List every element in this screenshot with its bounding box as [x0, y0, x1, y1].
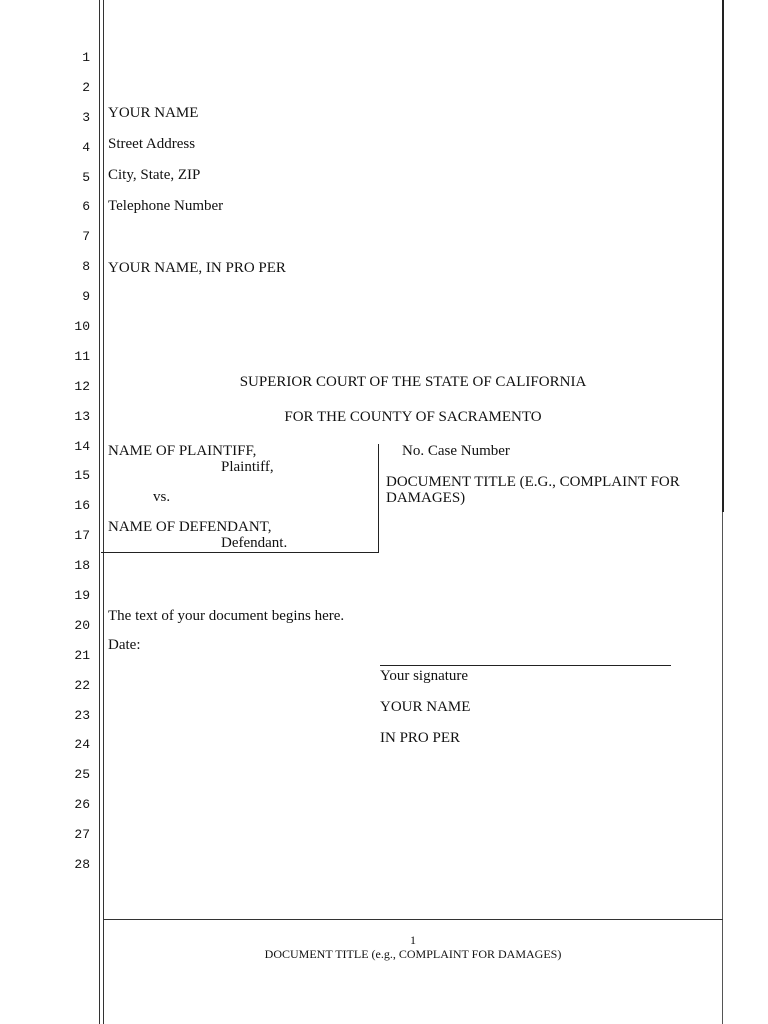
line-number: 4 [82, 139, 90, 155]
line-number: 22 [74, 677, 90, 693]
line-number: 24 [74, 737, 90, 753]
document-title-line-1: DOCUMENT TITLE (E.G., COMPLAINT FOR [386, 474, 680, 490]
attorney-name: YOUR NAME [108, 105, 199, 121]
line-number: 27 [74, 827, 90, 843]
line-number: 10 [74, 319, 90, 335]
footer-page-number: 1 [410, 933, 416, 947]
defendant-name: NAME OF DEFENDANT, [108, 519, 272, 535]
line-number: 21 [74, 647, 90, 663]
line-number: 19 [74, 588, 90, 604]
line-number: 9 [82, 289, 90, 305]
attorney-phone: Telephone Number [108, 198, 224, 214]
line-number: 20 [74, 617, 90, 633]
defendant-role: Defendant. [221, 535, 288, 551]
signature-name: YOUR NAME [380, 699, 471, 715]
attorney-pro-per: YOUR NAME, IN PRO PER [108, 260, 286, 276]
attorney-street: Street Address [108, 136, 196, 152]
line-numbers [60, 50, 90, 887]
line-number: 11 [74, 348, 90, 364]
line-number: 12 [74, 378, 90, 394]
right-margin-rule-bold [722, 0, 724, 512]
line-number: 13 [74, 408, 90, 424]
line-number: 15 [74, 468, 90, 484]
line-number: 2 [82, 79, 90, 95]
document-title-line-2: DAMAGES) [386, 490, 466, 506]
footer-divider [103, 919, 723, 920]
court-county: FOR THE COUNTY OF SACRAMENTO [284, 409, 542, 425]
court-title: SUPERIOR COURT OF THE STATE OF CALIFORNIA [239, 374, 587, 390]
line-number: 25 [74, 767, 90, 783]
line-number: 14 [74, 438, 90, 454]
signature-line [380, 665, 671, 666]
attorney-city: City, State, ZIP [108, 167, 201, 183]
line-number: 17 [74, 528, 90, 544]
line-number: 5 [82, 169, 90, 185]
line-number: 1 [82, 50, 90, 65]
line-number: 8 [82, 259, 90, 275]
line-number: 16 [74, 498, 90, 514]
line-number: 23 [74, 707, 90, 723]
line-number: 28 [74, 857, 90, 873]
line-number: 7 [82, 229, 90, 245]
versus-label: vs. [153, 489, 171, 505]
line-number: 6 [82, 199, 90, 215]
signature-label: Your signature [380, 668, 469, 684]
signature-pro-per: IN PRO PER [380, 730, 461, 746]
left-margin-rule [99, 0, 100, 1024]
line-number: 26 [74, 797, 90, 813]
body-text: The text of your document begins here. [108, 608, 345, 624]
plaintiff-name: NAME OF PLAINTIFF, [108, 443, 257, 459]
date-label: Date: [108, 637, 141, 653]
footer-document-title: DOCUMENT TITLE (e.g., COMPLAINT FOR DAMAGES) [264, 947, 562, 961]
plaintiff-role: Plaintiff, [221, 459, 274, 475]
line-number: 18 [74, 558, 90, 574]
case-number: No. Case Number [402, 443, 510, 459]
line-number: 3 [82, 109, 90, 125]
